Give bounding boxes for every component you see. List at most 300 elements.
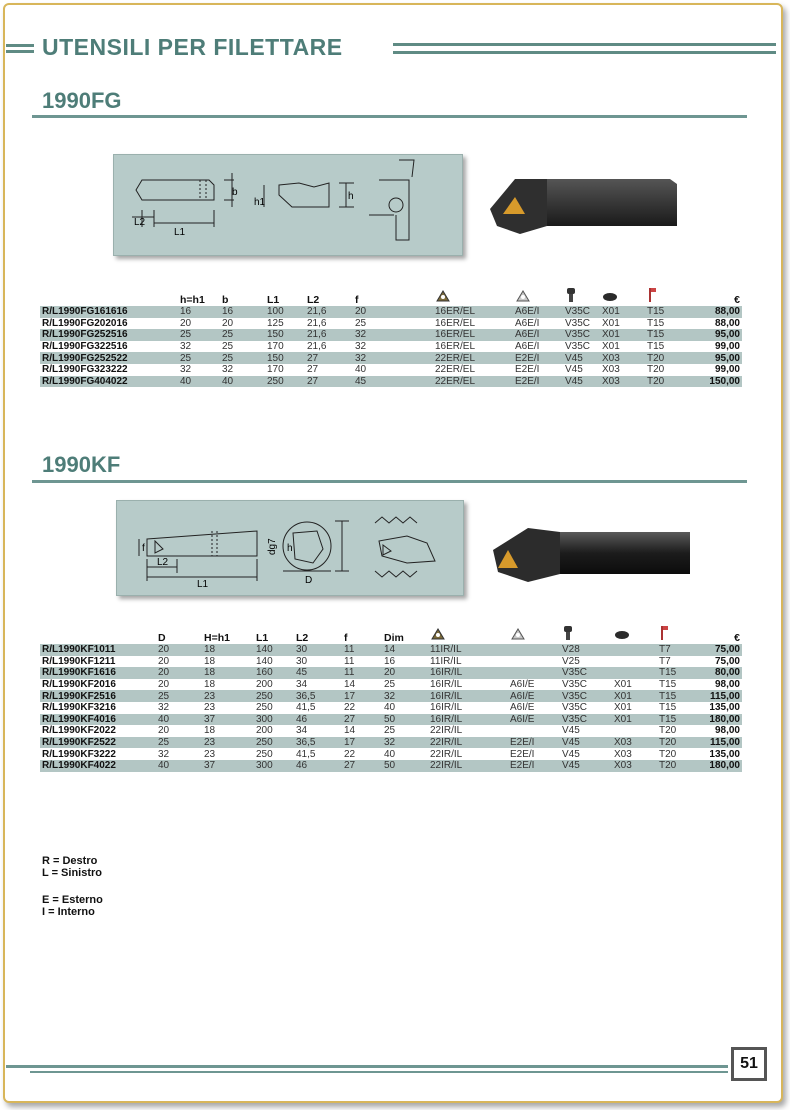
cell: 16IR/IL bbox=[428, 690, 508, 702]
cell: T15 bbox=[645, 306, 690, 318]
cell: T20 bbox=[659, 748, 677, 760]
cell: 18 bbox=[204, 679, 216, 691]
cell: T7 bbox=[657, 644, 699, 656]
cell: R/L1990FG161616 bbox=[40, 306, 178, 318]
cell: 32 bbox=[355, 341, 367, 353]
cell: R/L1990KF2522 bbox=[40, 737, 156, 749]
cell: 27 bbox=[307, 364, 319, 376]
price-table-1990kf bbox=[40, 625, 742, 772]
cell: X03 bbox=[614, 748, 632, 760]
cell: 18 bbox=[204, 655, 216, 667]
cell bbox=[508, 656, 560, 668]
cell: X01 bbox=[614, 679, 632, 691]
cell: T20 bbox=[657, 760, 699, 772]
page-title: UTENSILI PER FILETTARE bbox=[42, 34, 343, 60]
cell: R/L1990KF1211 bbox=[42, 655, 116, 667]
cell: 11IR/IL bbox=[428, 644, 508, 656]
tool-photo-1990kf bbox=[488, 520, 693, 592]
cell bbox=[508, 667, 560, 679]
cell: X01 bbox=[612, 690, 657, 702]
cell bbox=[612, 644, 657, 656]
cell: 300 bbox=[254, 714, 294, 726]
cell: 14 bbox=[344, 725, 356, 737]
cell: 300 bbox=[254, 760, 294, 772]
cell: 170 bbox=[267, 341, 284, 353]
cell: 14 bbox=[344, 679, 356, 691]
cell: 37 bbox=[202, 760, 254, 772]
cell: 250 bbox=[254, 737, 294, 749]
section-title-1990fg: 1990FG bbox=[42, 88, 122, 113]
cell: 135,00 bbox=[709, 702, 740, 714]
cell: 40 bbox=[220, 376, 265, 388]
cell: 46 bbox=[294, 760, 342, 772]
table-row bbox=[40, 667, 742, 679]
insert-icon bbox=[428, 625, 508, 644]
cell: X03 bbox=[612, 737, 657, 749]
clamp-screw-icon bbox=[563, 287, 600, 306]
cell: 200 bbox=[256, 679, 273, 691]
cell: X03 bbox=[612, 760, 657, 772]
header-rule-left bbox=[6, 44, 34, 53]
label-l1: L1 bbox=[197, 579, 209, 590]
cell: A6E/I bbox=[515, 317, 540, 329]
footer-rule bbox=[6, 1065, 728, 1068]
cell: 11IR/IL bbox=[430, 655, 462, 667]
cell: 32 bbox=[222, 364, 234, 376]
cell: 20 bbox=[180, 317, 192, 329]
cell: 41,5 bbox=[296, 748, 316, 760]
cell: V45 bbox=[560, 737, 612, 749]
cell: V45 bbox=[562, 725, 580, 737]
technical-drawing-1990fg bbox=[113, 154, 463, 256]
cell: 21,6 bbox=[305, 306, 353, 318]
cell: V35C bbox=[563, 306, 600, 318]
cell: 32 bbox=[180, 341, 192, 353]
table-row bbox=[40, 644, 742, 656]
cell: 88,00 bbox=[714, 317, 740, 329]
cell: T15 bbox=[657, 690, 699, 702]
cell: R/L1990KF2516 bbox=[40, 690, 156, 702]
cell: 18 bbox=[202, 667, 254, 679]
cell: 23 bbox=[204, 748, 216, 760]
table-row bbox=[40, 690, 742, 702]
cell: 125 bbox=[267, 317, 284, 329]
cell: 16 bbox=[220, 306, 265, 318]
cell: 50 bbox=[382, 760, 428, 772]
cell: 16IR/IL bbox=[430, 702, 463, 714]
cell: 30 bbox=[294, 644, 342, 656]
cell: 25 bbox=[156, 690, 202, 702]
cell: 16ER/EL bbox=[435, 341, 476, 353]
pin-icon bbox=[612, 625, 657, 644]
cell: 20 bbox=[222, 317, 234, 329]
cell: 22ER/EL bbox=[433, 352, 513, 364]
cell: 180,00 bbox=[699, 714, 742, 726]
cell: 11 bbox=[344, 655, 355, 667]
cell: 16IR/IL bbox=[428, 714, 508, 726]
cell: A6I/E bbox=[510, 679, 535, 691]
cell: X01 bbox=[614, 702, 632, 714]
table-row bbox=[40, 352, 742, 364]
cell: X03 bbox=[602, 364, 620, 376]
legend-item: L = Sinistro bbox=[42, 867, 103, 879]
legend-item: I = Interno bbox=[42, 906, 95, 918]
cell: 20 bbox=[158, 679, 170, 691]
cell: T7 bbox=[659, 655, 671, 667]
label-l2: L2 bbox=[134, 217, 146, 228]
cell: 32 bbox=[382, 690, 428, 702]
cell: 25 bbox=[178, 329, 220, 341]
cell: 75,00 bbox=[699, 644, 742, 656]
cell: A6E/I bbox=[513, 329, 563, 341]
header-cell: b bbox=[222, 294, 229, 306]
cell: A6I/E bbox=[510, 702, 535, 714]
cell: E2E/I bbox=[515, 364, 540, 376]
legend-right-left bbox=[42, 855, 102, 879]
table-row bbox=[40, 364, 742, 376]
cell: 135,00 bbox=[709, 748, 740, 760]
cell: 17 bbox=[342, 690, 382, 702]
cell: R/L1990KF1011 bbox=[40, 644, 156, 656]
cell: R/L1990FG202016 bbox=[42, 317, 128, 329]
section-rule bbox=[32, 115, 747, 118]
cell: 20 bbox=[156, 644, 202, 656]
cell: X01 bbox=[612, 714, 657, 726]
cell: 95,00 bbox=[690, 329, 742, 341]
cell: 22 bbox=[344, 702, 356, 714]
cell: R/L1990FG322516 bbox=[42, 341, 128, 353]
cell: V35C bbox=[565, 317, 591, 329]
cell: 16 bbox=[178, 306, 220, 318]
header-price: € bbox=[734, 294, 740, 306]
cell: 80,00 bbox=[699, 667, 742, 679]
cell: X01 bbox=[600, 329, 645, 341]
cell: 16ER/EL bbox=[433, 329, 513, 341]
label-h1: h1 bbox=[254, 197, 266, 208]
cell: 20 bbox=[158, 655, 170, 667]
cell: R/L1990KF4022 bbox=[40, 760, 156, 772]
cell: X03 bbox=[600, 352, 645, 364]
cell: T15 bbox=[647, 341, 665, 353]
cell: 18 bbox=[202, 644, 254, 656]
cell: 140 bbox=[256, 655, 273, 667]
cell: 14 bbox=[382, 644, 428, 656]
table-row bbox=[40, 376, 742, 388]
shim-icon bbox=[513, 287, 563, 306]
cell: X01 bbox=[602, 341, 620, 353]
cell: 34 bbox=[296, 679, 308, 691]
cell: E2E/I bbox=[513, 376, 563, 388]
cell: 20 bbox=[353, 306, 433, 318]
cell: 40 bbox=[384, 748, 396, 760]
cell: T20 bbox=[657, 737, 699, 749]
cell: R/L1990FG404022 bbox=[40, 376, 178, 388]
cell: 32 bbox=[353, 352, 433, 364]
cell: 32 bbox=[158, 702, 170, 714]
cell: 37 bbox=[202, 714, 254, 726]
cell: 98,00 bbox=[714, 679, 740, 691]
cell: X01 bbox=[602, 317, 620, 329]
cell: E2E/I bbox=[508, 760, 560, 772]
cell: 250 bbox=[256, 702, 273, 714]
technical-drawing-1990kf bbox=[116, 500, 464, 596]
cell: 11 bbox=[342, 667, 382, 679]
cell: 32 bbox=[382, 737, 428, 749]
cell: V25 bbox=[562, 655, 580, 667]
cell: 25 bbox=[178, 352, 220, 364]
label-b: b bbox=[232, 187, 238, 198]
key-icon bbox=[645, 287, 690, 306]
header-cell: D bbox=[158, 632, 166, 644]
cell bbox=[612, 725, 657, 737]
legend-item: E = Esterno bbox=[42, 894, 103, 906]
cell: R/L1990KF2016 bbox=[42, 679, 116, 691]
cell: X03 bbox=[600, 376, 645, 388]
table-row bbox=[40, 341, 742, 353]
cell: R/L1990FG323222 bbox=[42, 364, 128, 376]
cell: E2E/I bbox=[510, 748, 535, 760]
key-icon bbox=[657, 625, 699, 644]
label-l1: L1 bbox=[174, 227, 186, 238]
cell: T15 bbox=[647, 317, 665, 329]
table-header bbox=[40, 625, 742, 644]
cell: V35C bbox=[560, 667, 612, 679]
price-table-1990fg bbox=[40, 287, 742, 387]
cell: 250 bbox=[256, 748, 273, 760]
cell: 41,5 bbox=[296, 702, 316, 714]
cell: V45 bbox=[563, 352, 600, 364]
cell: A6I/E bbox=[508, 714, 560, 726]
cell: 115,00 bbox=[699, 737, 742, 749]
cell: 75,00 bbox=[714, 655, 740, 667]
cell: 27 bbox=[342, 714, 382, 726]
cell: V35C bbox=[563, 329, 600, 341]
cell: T20 bbox=[645, 376, 690, 388]
cell: 22IR/IL bbox=[428, 737, 508, 749]
cell: 27 bbox=[305, 376, 353, 388]
cell: 32 bbox=[158, 748, 170, 760]
cell: 180,00 bbox=[699, 760, 742, 772]
cell: 16IR/IL bbox=[428, 667, 508, 679]
cell: 20 bbox=[382, 667, 428, 679]
legend-item: R = Destro bbox=[42, 855, 98, 867]
cell: V35C bbox=[562, 679, 588, 691]
cell: 22 bbox=[344, 748, 356, 760]
cell: 34 bbox=[296, 725, 308, 737]
header-rule-right bbox=[393, 43, 776, 54]
label-h: h bbox=[348, 191, 354, 202]
cell: 40 bbox=[156, 760, 202, 772]
cell: 22ER/EL bbox=[435, 364, 476, 376]
cell: V45 bbox=[563, 376, 600, 388]
cell: 22IR/IL bbox=[430, 725, 463, 737]
cell: 140 bbox=[254, 644, 294, 656]
cell: A6E/I bbox=[515, 341, 540, 353]
cell: V35C bbox=[560, 714, 612, 726]
cell: 25 bbox=[220, 329, 265, 341]
cell: E2E/I bbox=[508, 737, 560, 749]
cell: 200 bbox=[256, 725, 273, 737]
cell: V35C bbox=[565, 341, 591, 353]
cell: 99,00 bbox=[714, 364, 740, 376]
table-row bbox=[40, 760, 742, 772]
cell: A6I/E bbox=[508, 690, 560, 702]
table-row bbox=[40, 306, 742, 318]
cell: 25 bbox=[156, 737, 202, 749]
cell: 22ER/EL bbox=[433, 376, 513, 388]
cell: 99,00 bbox=[714, 341, 740, 353]
cell: 160 bbox=[254, 667, 294, 679]
shim-icon bbox=[508, 625, 560, 644]
cell: 32 bbox=[353, 329, 433, 341]
header-cell: L2 bbox=[307, 294, 320, 306]
label-f: f bbox=[142, 543, 145, 554]
pin-icon bbox=[600, 287, 645, 306]
cell: 11 bbox=[342, 644, 382, 656]
table-row bbox=[40, 748, 742, 760]
cell: 18 bbox=[204, 725, 216, 737]
cell: 40 bbox=[355, 364, 367, 376]
cell: 25 bbox=[384, 679, 396, 691]
header-cell: L2 bbox=[296, 632, 309, 644]
cell: A6E/I bbox=[513, 306, 563, 318]
legend-external-internal bbox=[42, 894, 103, 918]
header-cell: h=h1 bbox=[180, 294, 205, 306]
cell: 115,00 bbox=[699, 690, 742, 702]
cell bbox=[612, 667, 657, 679]
label-dg7: dg7 bbox=[267, 538, 278, 555]
cell: 27 bbox=[305, 352, 353, 364]
cell: 40 bbox=[384, 702, 396, 714]
cell: 23 bbox=[202, 737, 254, 749]
cell: 16 bbox=[384, 655, 396, 667]
cell: 23 bbox=[202, 690, 254, 702]
cell: 88,00 bbox=[690, 306, 742, 318]
footer-rule-thin bbox=[30, 1071, 728, 1073]
cell: 150 bbox=[265, 352, 305, 364]
cell: 25 bbox=[355, 317, 367, 329]
cell bbox=[508, 725, 560, 737]
label-d: D bbox=[305, 575, 313, 586]
table-row bbox=[40, 702, 742, 714]
cell: 22IR/IL bbox=[430, 748, 463, 760]
table-header bbox=[40, 287, 742, 306]
cell: R/L1990KF3222 bbox=[42, 748, 116, 760]
insert-icon bbox=[433, 287, 513, 306]
cell: 25 bbox=[384, 725, 396, 737]
cell: 21,6 bbox=[305, 329, 353, 341]
table-row bbox=[40, 714, 742, 726]
cell: 23 bbox=[204, 702, 216, 714]
cell: 21,6 bbox=[307, 317, 327, 329]
cell: X01 bbox=[600, 306, 645, 318]
cell: 150 bbox=[265, 329, 305, 341]
table-row bbox=[40, 318, 742, 330]
cell: T15 bbox=[657, 667, 699, 679]
cell: 25 bbox=[222, 341, 234, 353]
header-cell: H=h1 bbox=[204, 632, 230, 644]
cell: V28 bbox=[560, 644, 612, 656]
cell: R/L1990KF3216 bbox=[42, 702, 116, 714]
cell: 100 bbox=[265, 306, 305, 318]
cell: 20 bbox=[158, 725, 170, 737]
cell: R/L1990KF1616 bbox=[40, 667, 156, 679]
cell: T15 bbox=[657, 714, 699, 726]
cell: 30 bbox=[296, 655, 308, 667]
cell: 45 bbox=[353, 376, 433, 388]
header-cell bbox=[40, 287, 178, 306]
cell: 36,5 bbox=[294, 690, 342, 702]
label-l2: L2 bbox=[157, 557, 169, 568]
header-cell: f bbox=[344, 632, 348, 644]
cell: 250 bbox=[254, 690, 294, 702]
cell: 22IR/IL bbox=[428, 760, 508, 772]
cell: 46 bbox=[294, 714, 342, 726]
cell: 40 bbox=[156, 714, 202, 726]
cell: 32 bbox=[180, 364, 192, 376]
header-cell bbox=[40, 625, 156, 644]
header-cell: Dim bbox=[384, 632, 404, 644]
header-price: € bbox=[734, 632, 740, 644]
cell bbox=[508, 644, 560, 656]
cell: T20 bbox=[659, 725, 677, 737]
cell: 250 bbox=[265, 376, 305, 388]
cell: 45 bbox=[294, 667, 342, 679]
cell: R/L1990FG252516 bbox=[40, 329, 178, 341]
cell: R/L1990KF2022 bbox=[42, 725, 116, 737]
cell: 21,6 bbox=[307, 341, 327, 353]
table-row bbox=[40, 656, 742, 668]
table-row bbox=[40, 329, 742, 341]
header-cell: L1 bbox=[256, 632, 269, 644]
cell: 40 bbox=[178, 376, 220, 388]
page-number: 51 bbox=[731, 1047, 767, 1081]
table-row bbox=[40, 737, 742, 749]
cell: T15 bbox=[659, 679, 677, 691]
cell: T20 bbox=[647, 364, 665, 376]
cell: 16ER/EL bbox=[433, 306, 513, 318]
cell: R/L1990FG252522 bbox=[40, 352, 178, 364]
header-cell: L1 bbox=[267, 294, 280, 306]
header-cell: f bbox=[355, 294, 359, 306]
cell: R/L1990KF4016 bbox=[40, 714, 156, 726]
cell: V45 bbox=[560, 760, 612, 772]
cell: V35C bbox=[562, 702, 588, 714]
cell: 50 bbox=[382, 714, 428, 726]
cell bbox=[612, 656, 657, 668]
cell: 95,00 bbox=[690, 352, 742, 364]
cell: T15 bbox=[659, 702, 677, 714]
cell: 36,5 bbox=[294, 737, 342, 749]
cell: E2E/I bbox=[513, 352, 563, 364]
cell: T15 bbox=[645, 329, 690, 341]
cell: 17 bbox=[342, 737, 382, 749]
cell: 98,00 bbox=[714, 725, 740, 737]
section-rule bbox=[32, 480, 747, 483]
cell: 16IR/IL bbox=[430, 679, 463, 691]
cell: 16ER/EL bbox=[435, 317, 476, 329]
cell: T20 bbox=[645, 352, 690, 364]
cell: 25 bbox=[220, 352, 265, 364]
cell: V45 bbox=[562, 748, 580, 760]
tool-photo-1990fg bbox=[485, 164, 685, 244]
table-row bbox=[40, 725, 742, 737]
cell: V35C bbox=[560, 690, 612, 702]
cell: 170 bbox=[267, 364, 284, 376]
cell: 150,00 bbox=[690, 376, 742, 388]
cell: 27 bbox=[342, 760, 382, 772]
cell: V45 bbox=[565, 364, 583, 376]
